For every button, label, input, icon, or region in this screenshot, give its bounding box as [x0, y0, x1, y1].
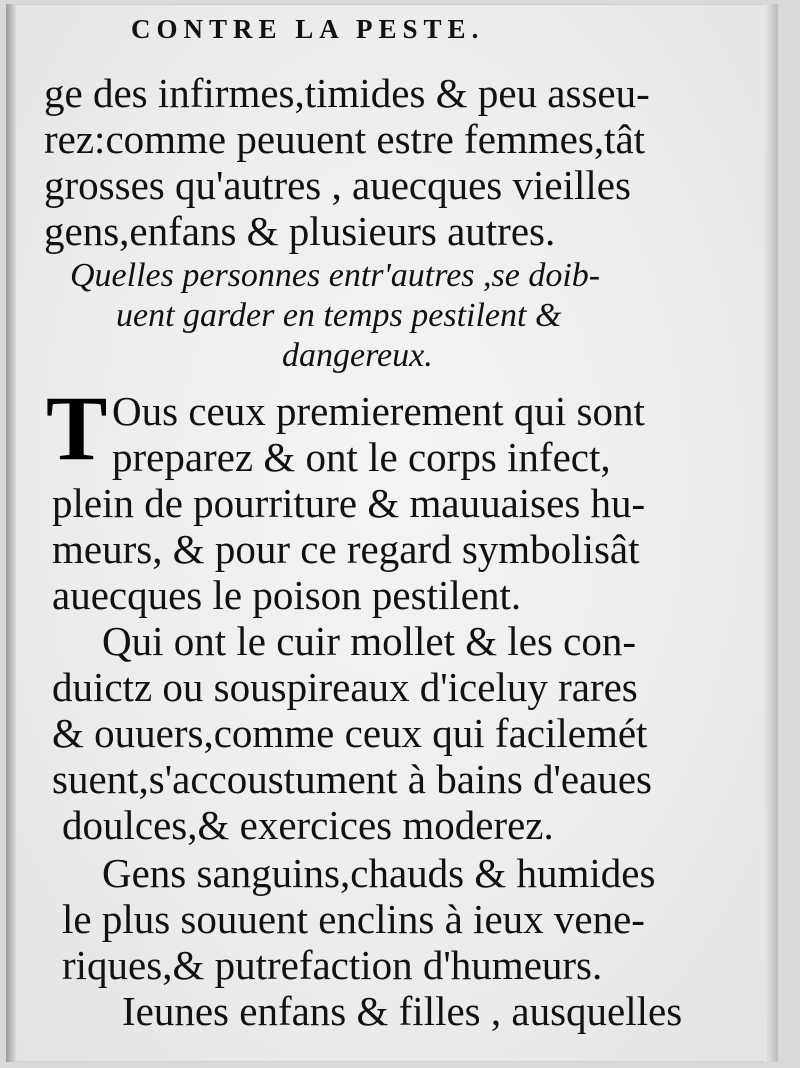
text-line: duictz ou souspireaux d'iceluy rares — [52, 664, 638, 710]
section-heading-line: uent garder en temps pestilent & — [116, 297, 562, 334]
section-heading-line: dangereux. — [282, 337, 433, 374]
running-head: CONTRE LA PESTE. — [131, 14, 485, 44]
page-edge-shadow — [764, 4, 778, 1062]
text-line: riques,& putrefaction d'humeurs. — [62, 942, 603, 988]
text-line: Qui ont le cuir mollet & les con- — [102, 618, 637, 664]
text-line: suent,s'accoustument à bains d'eaues — [52, 756, 652, 802]
text-line: preparez & ont le corps infect, — [112, 434, 611, 480]
text-line: rez:comme peuuent estre femmes,tât — [44, 116, 646, 162]
text-line: meurs, & pour ce regard symbolisât — [52, 526, 640, 572]
text-line: & ouuers,comme ceux qui facilemét — [52, 710, 648, 756]
text-line: auecques le poison pestilent. — [52, 572, 522, 618]
page-gutter-shadow — [6, 4, 16, 1062]
book-page — [6, 4, 778, 1062]
text-line: doulces,& exercices moderez. — [62, 802, 554, 848]
drop-cap: T — [46, 377, 108, 479]
section-heading-line: Quelles personnes entr'autres ,se doib- — [70, 257, 601, 294]
text-line: Ieunes enfans & filles , ausquelles — [122, 988, 683, 1034]
text-line: Ous ceux premierement qui sont — [112, 388, 645, 434]
text-line: le plus souuent enclins à ieux vene- — [62, 896, 645, 942]
text-line: plein de pourriture & mauuaises hu- — [52, 480, 646, 526]
text-line: grosses qu'autres , auecques vieilles — [44, 162, 631, 208]
text-line: Gens sanguins,chauds & humides — [102, 850, 656, 896]
text-line: gens,enfans & plusieurs autres. — [44, 208, 556, 254]
text-line: ge des infirmes,timides & peu asseu- — [44, 70, 650, 116]
